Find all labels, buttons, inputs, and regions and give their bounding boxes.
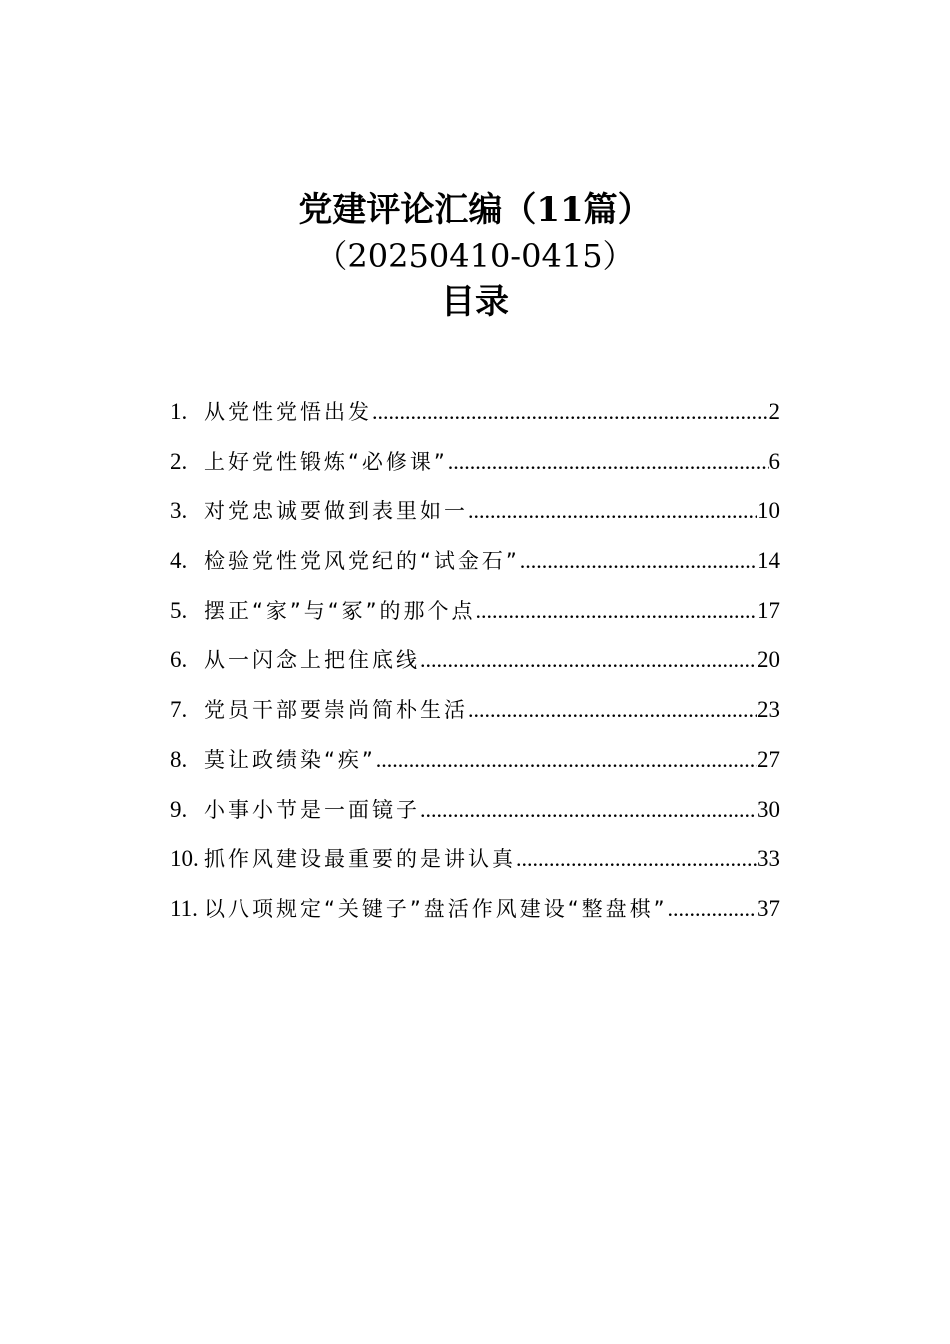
toc-item-leader <box>372 387 769 437</box>
toc-item-leader <box>520 536 757 586</box>
toc-item[interactable] <box>170 685 780 735</box>
toc-item-title: 党员干部要崇尚简朴生活 <box>204 698 468 723</box>
toc-item-number: 3. <box>170 498 188 524</box>
toc-item[interactable] <box>170 536 780 586</box>
toc-item-leader <box>376 735 757 785</box>
toc-item-number: 4. <box>170 548 188 574</box>
toc-item-number: 2. <box>170 448 188 474</box>
toc-item-title: 从党性党悟出发 <box>204 400 372 424</box>
toc-item-leader <box>468 685 757 735</box>
toc-item-title: 莫让政绩染“疾” <box>204 747 376 772</box>
toc-item-number: 9. <box>170 796 188 822</box>
toc-item[interactable] <box>170 635 780 685</box>
document-subtitle: （20250410-0415） <box>315 237 635 275</box>
toc-item-number: 6. <box>170 647 188 673</box>
toc-item[interactable] <box>170 785 780 835</box>
toc-item-page: 6 <box>768 448 780 474</box>
toc-item-leader <box>420 635 757 685</box>
toc-item[interactable] <box>170 387 780 437</box>
toc-item-leader <box>420 785 757 835</box>
toc-item-page: 20 <box>757 647 780 673</box>
toc-item[interactable] <box>170 834 780 884</box>
toc-item-page: 30 <box>757 796 780 822</box>
toc-item-leader <box>668 884 757 934</box>
toc-item-page: 10 <box>757 498 780 524</box>
toc-item-title: 对党忠诚要做到表里如一 <box>204 499 468 524</box>
table-of-contents <box>170 387 780 934</box>
toc-item-leader <box>468 486 757 536</box>
toc-item[interactable] <box>170 586 780 636</box>
toc-item[interactable] <box>170 486 780 536</box>
toc-item-leader <box>476 586 757 636</box>
toc-item-title: 以八项规定“关键子”盘活作风建设“整盘棋” <box>204 896 668 921</box>
toc-item-number: 11. <box>170 895 198 921</box>
toc-item-number: 8. <box>170 746 188 772</box>
toc-item-number: 10. <box>170 846 199 872</box>
toc-item-page: 23 <box>757 697 780 723</box>
toc-item-page: 33 <box>757 846 780 872</box>
toc-item-title: 摆正“家”与“冢”的那个点 <box>204 598 476 623</box>
toc-item-page: 27 <box>757 746 780 772</box>
toc-item-page: 37 <box>757 895 780 921</box>
toc-item[interactable] <box>170 437 780 487</box>
toc-item-page: 14 <box>757 548 780 574</box>
toc-item-title: 检验党性党风党纪的“试金石” <box>204 549 520 574</box>
toc-item-title: 上好党性锻炼“必修课” <box>204 449 448 474</box>
toc-item-title: 从一闪念上把住底线 <box>204 648 420 673</box>
toc-item-leader <box>448 437 769 487</box>
toc-item-page: 2 <box>768 399 780 424</box>
toc-item-title: 小事小节是一面镜子 <box>204 797 420 822</box>
document-header <box>0 186 950 326</box>
toc-item[interactable] <box>170 884 780 934</box>
toc-item-title: 抓作风建设最重要的是讲认真 <box>204 847 516 872</box>
toc-item[interactable] <box>170 735 780 785</box>
toc-item-page: 17 <box>757 597 780 623</box>
toc-item-number: 5. <box>170 597 188 623</box>
toc-heading: 目录 <box>441 282 509 322</box>
toc-item-number: 1. <box>170 399 188 424</box>
toc-item-leader <box>516 834 757 884</box>
document-title: 党建评论汇编（11篇） <box>298 190 652 230</box>
toc-item-number: 7. <box>170 697 188 723</box>
